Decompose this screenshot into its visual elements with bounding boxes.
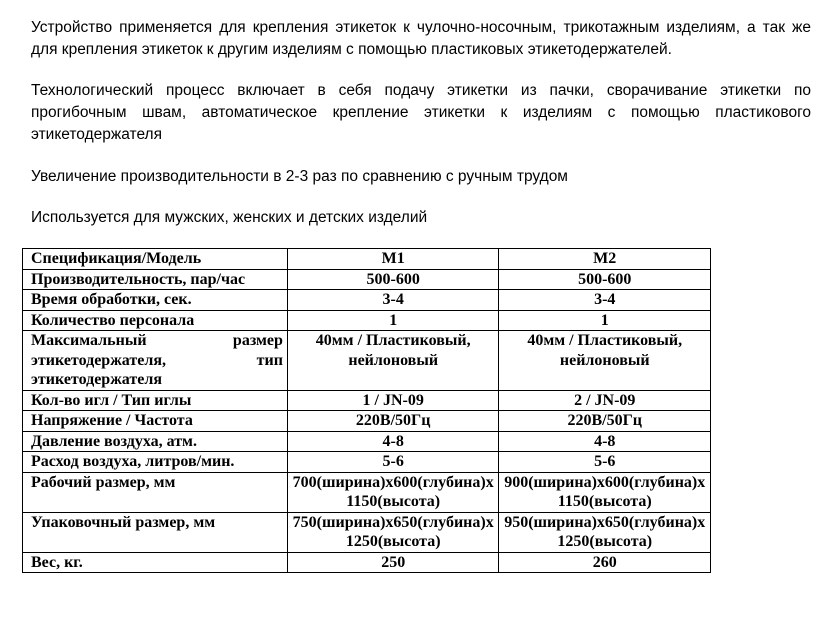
table-row <box>23 331 711 391</box>
row-value-m2: 2 / JN-09 <box>499 390 711 411</box>
row-value-m1: 3-4 <box>287 290 499 311</box>
table-row <box>23 431 711 452</box>
table-header-row <box>23 249 711 270</box>
row-value-m1: 250 <box>287 552 499 573</box>
intro-paragraph-process: Технологический процесс включает в себя подачу этикетки из пачки, сворачивание этикетки по прогибочным швам, автоматическое крепление этикетки к изделиям с помощью пластикового этикетодержателя <box>31 82 811 143</box>
row-value-m1: 5-6 <box>287 452 499 473</box>
row-value-m1: 700(ширина)x600(глубина)x1150(высота) <box>287 472 499 512</box>
row-value-m2: 950(ширина)x650(глубина)x1250(высота) <box>499 512 711 552</box>
header-cell-m1: M1 <box>287 249 499 270</box>
table-row <box>23 290 711 311</box>
table-row <box>23 390 711 411</box>
row-value-m2: 900(ширина)x600(глубина)x1150(высота) <box>499 472 711 512</box>
row-value-m1: 4-8 <box>287 431 499 452</box>
row-value-m2: 5-6 <box>499 452 711 473</box>
row-label: Давление воздуха, атм. <box>23 431 288 452</box>
table-row <box>23 411 711 432</box>
header-cell-spec: Спецификация/Модель <box>23 249 288 270</box>
row-label: Производительность, пар/час <box>23 269 288 290</box>
table-row <box>23 452 711 473</box>
intro-paragraph-usage: Используется для мужских, женских и детских изделий <box>31 209 428 226</box>
header-cell-m2: M2 <box>499 249 711 270</box>
intro-paragraph-productivity: Увеличение производительности в 2-3 раз по сравнению с ручным трудом <box>31 168 568 185</box>
intro-paragraph-purpose: Устройство применяется для крепления этикеток к чулочно-носочным, трикотажным изделиям, а так же для крепления этикеток к другим изделиям с помощью пластиковых этикетодержателей. <box>31 19 811 58</box>
row-value-m1: 40мм / Пластиковый, нейлоновый <box>287 331 499 391</box>
specification-table <box>22 248 711 573</box>
row-value-m1: 220В/50Гц <box>287 411 499 432</box>
row-label: Напряжение / Частота <box>23 411 288 432</box>
table-row <box>23 310 711 331</box>
row-label: Расход воздуха, литров/мин. <box>23 452 288 473</box>
row-value-m1: 1 <box>287 310 499 331</box>
row-label: Количество персонала <box>23 310 288 331</box>
table-row <box>23 472 711 512</box>
row-label: Упаковочный размер, мм <box>23 512 288 552</box>
table-row <box>23 552 711 573</box>
row-value-m2: 3-4 <box>499 290 711 311</box>
row-label: Время обработки, сек. <box>23 290 288 311</box>
row-value-m1: 1 / JN-09 <box>287 390 499 411</box>
row-value-m2: 1 <box>499 310 711 331</box>
row-value-m2: 500-600 <box>499 269 711 290</box>
row-value-m2: 4-8 <box>499 431 711 452</box>
row-value-m2: 220В/50Гц <box>499 411 711 432</box>
row-value-m1: 500-600 <box>287 269 499 290</box>
row-label: Кол-во игл / Тип иглы <box>23 390 288 411</box>
row-value-m2: 260 <box>499 552 711 573</box>
row-label: Вес, кг. <box>23 552 288 573</box>
row-label: Рабочий размер, мм <box>23 472 288 512</box>
table-row <box>23 269 711 290</box>
row-label: Максимальный размер этикетодержателя, тип этикетодержателя <box>23 331 288 391</box>
row-value-m1: 750(ширина)x650(глубина)x1250(высота) <box>287 512 499 552</box>
table-row <box>23 512 711 552</box>
row-value-m2: 40мм / Пластиковый, нейлоновый <box>499 331 711 391</box>
